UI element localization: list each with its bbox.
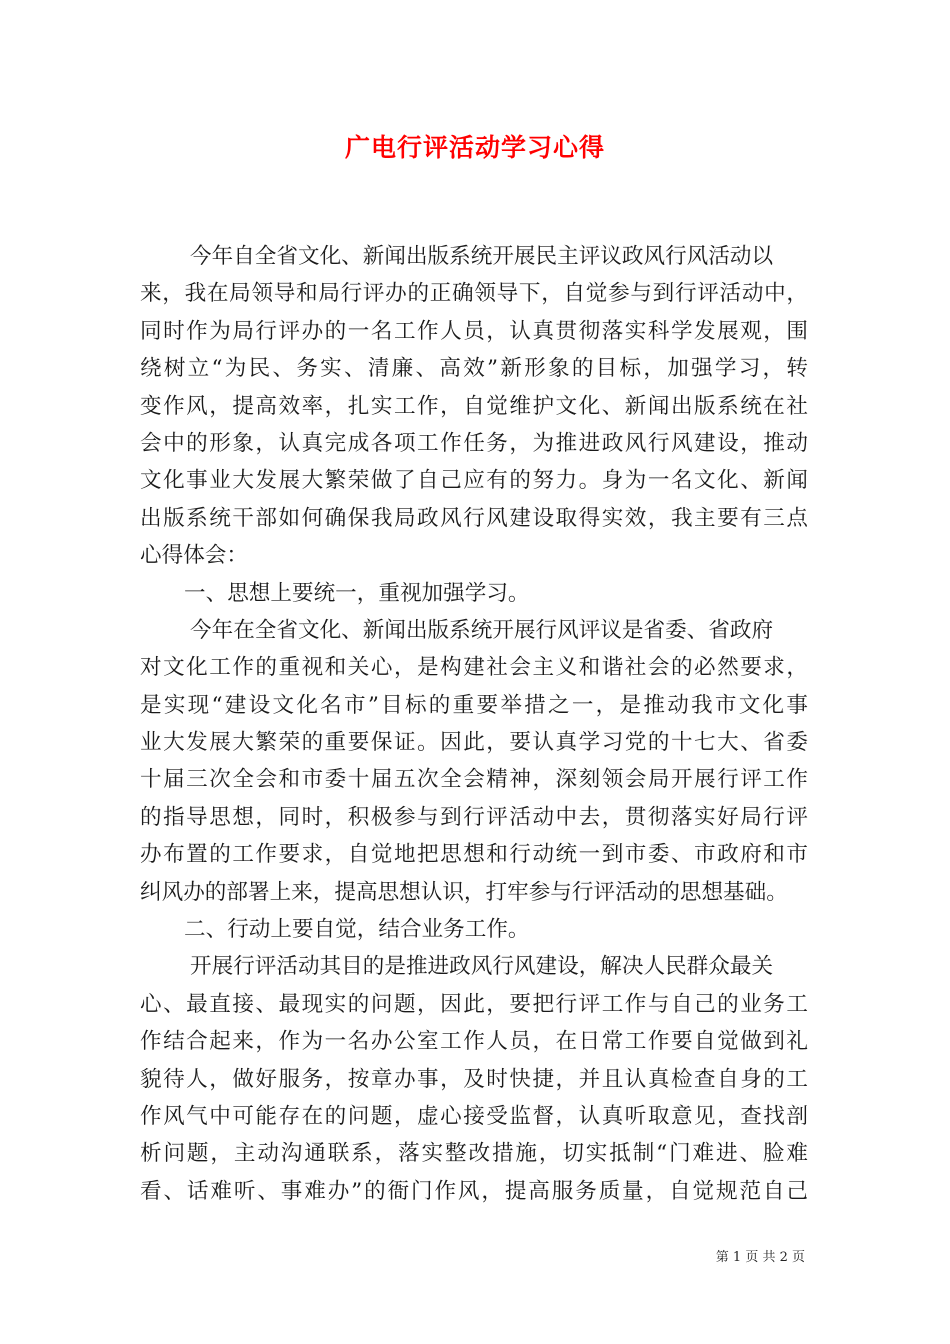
paragraph-line: 出版系统干部如何确保我局政风行风建设取得实效，我主要有三点 — [140, 505, 808, 531]
paragraph-line: 对文化工作的重视和关心，是构建社会主义和谐社会的必然要求， — [140, 655, 808, 681]
paragraph-line: 的指导思想，同时，积极参与到行评活动中去，贯彻落实好局行评 — [140, 804, 808, 830]
paragraph-line: 办布置的工作要求，自觉地把思想和行动统一到市委、市政府和市 — [140, 842, 808, 868]
paragraph-line: 业大发展大繁荣的重要保证。因此，要认真学习党的十七大、省委 — [140, 730, 808, 756]
paragraph-line: 作风气中可能存在的问题，虚心接受监督，认真听取意见，查找剖 — [140, 1103, 808, 1129]
page-number-footer: 第 1 页 共 2 页 — [715, 1250, 805, 1265]
paragraph-line: 今年自全省文化、新闻出版系统开展民主评议政风行风活动以 — [190, 244, 774, 269]
paragraph-line: 文化事业大发展大繁荣做了自己应有的努力。身为一名文化、新闻 — [140, 468, 808, 494]
paragraph-line: 变作风，提高效率，扎实工作，自觉维护文化、新闻出版系统在社 — [140, 393, 808, 419]
paragraph-line: 貌待人，做好服务，按章办事，及时快捷，并且认真检查自身的工 — [140, 1066, 808, 1092]
document-body — [140, 238, 808, 1210]
section-heading: 一、思想上要统一，重视加强学习。 — [184, 580, 530, 606]
paragraph-line: 纠风办的部署上来，提高思想认识，打牢参与行评活动的思想基础。 — [140, 879, 788, 905]
paragraph-line: 今年在全省文化、新闻出版系统开展行风评议是省委、省政府 — [190, 617, 774, 643]
section-heading: 二、行动上要自觉，结合业务工作。 — [184, 917, 530, 943]
paragraph-line: 看、话难听、事难办”的衙门作风，提高服务质量，自觉规范自己 — [140, 1178, 808, 1204]
paragraph-line: 是实现“建设文化名市”目标的重要举措之一，是推动我市文化事 — [140, 692, 808, 718]
paragraph-line: 十届三次全会和市委十届五次全会精神，深刻领会局开展行评工作 — [140, 767, 808, 793]
document-title: 广电行评活动学习心得 — [344, 133, 605, 162]
paragraph-line: 心、最直接、最现实的问题，因此，要把行评工作与自己的业务工 — [140, 991, 808, 1017]
paragraph-line: 开展行评活动其目的是推进政风行风建设，解决人民群众最关 — [190, 954, 774, 980]
paragraph-line: 来，我在局领导和局行评办的正确领导下，自觉参与到行评活动中， — [140, 281, 808, 307]
paragraph-line: 同时作为局行评办的一名工作人员，认真贯彻落实科学发展观，围 — [140, 318, 808, 344]
paragraph-line: 会中的形象，认真完成各项工作任务，为推进政风行风建设，推动 — [140, 430, 808, 456]
paragraph-line: 绕树立“为民、务实、清廉、高效”新形象的目标，加强学习，转 — [140, 356, 808, 382]
paragraph-line: 作结合起来，作为一名办公室工作人员，在日常工作要自觉做到礼 — [140, 1029, 808, 1055]
paragraph-line: 心得体会： — [140, 543, 248, 569]
paragraph-line: 析问题，主动沟通联系，落实整改措施，切实抵制“门难进、脸难 — [140, 1141, 808, 1167]
